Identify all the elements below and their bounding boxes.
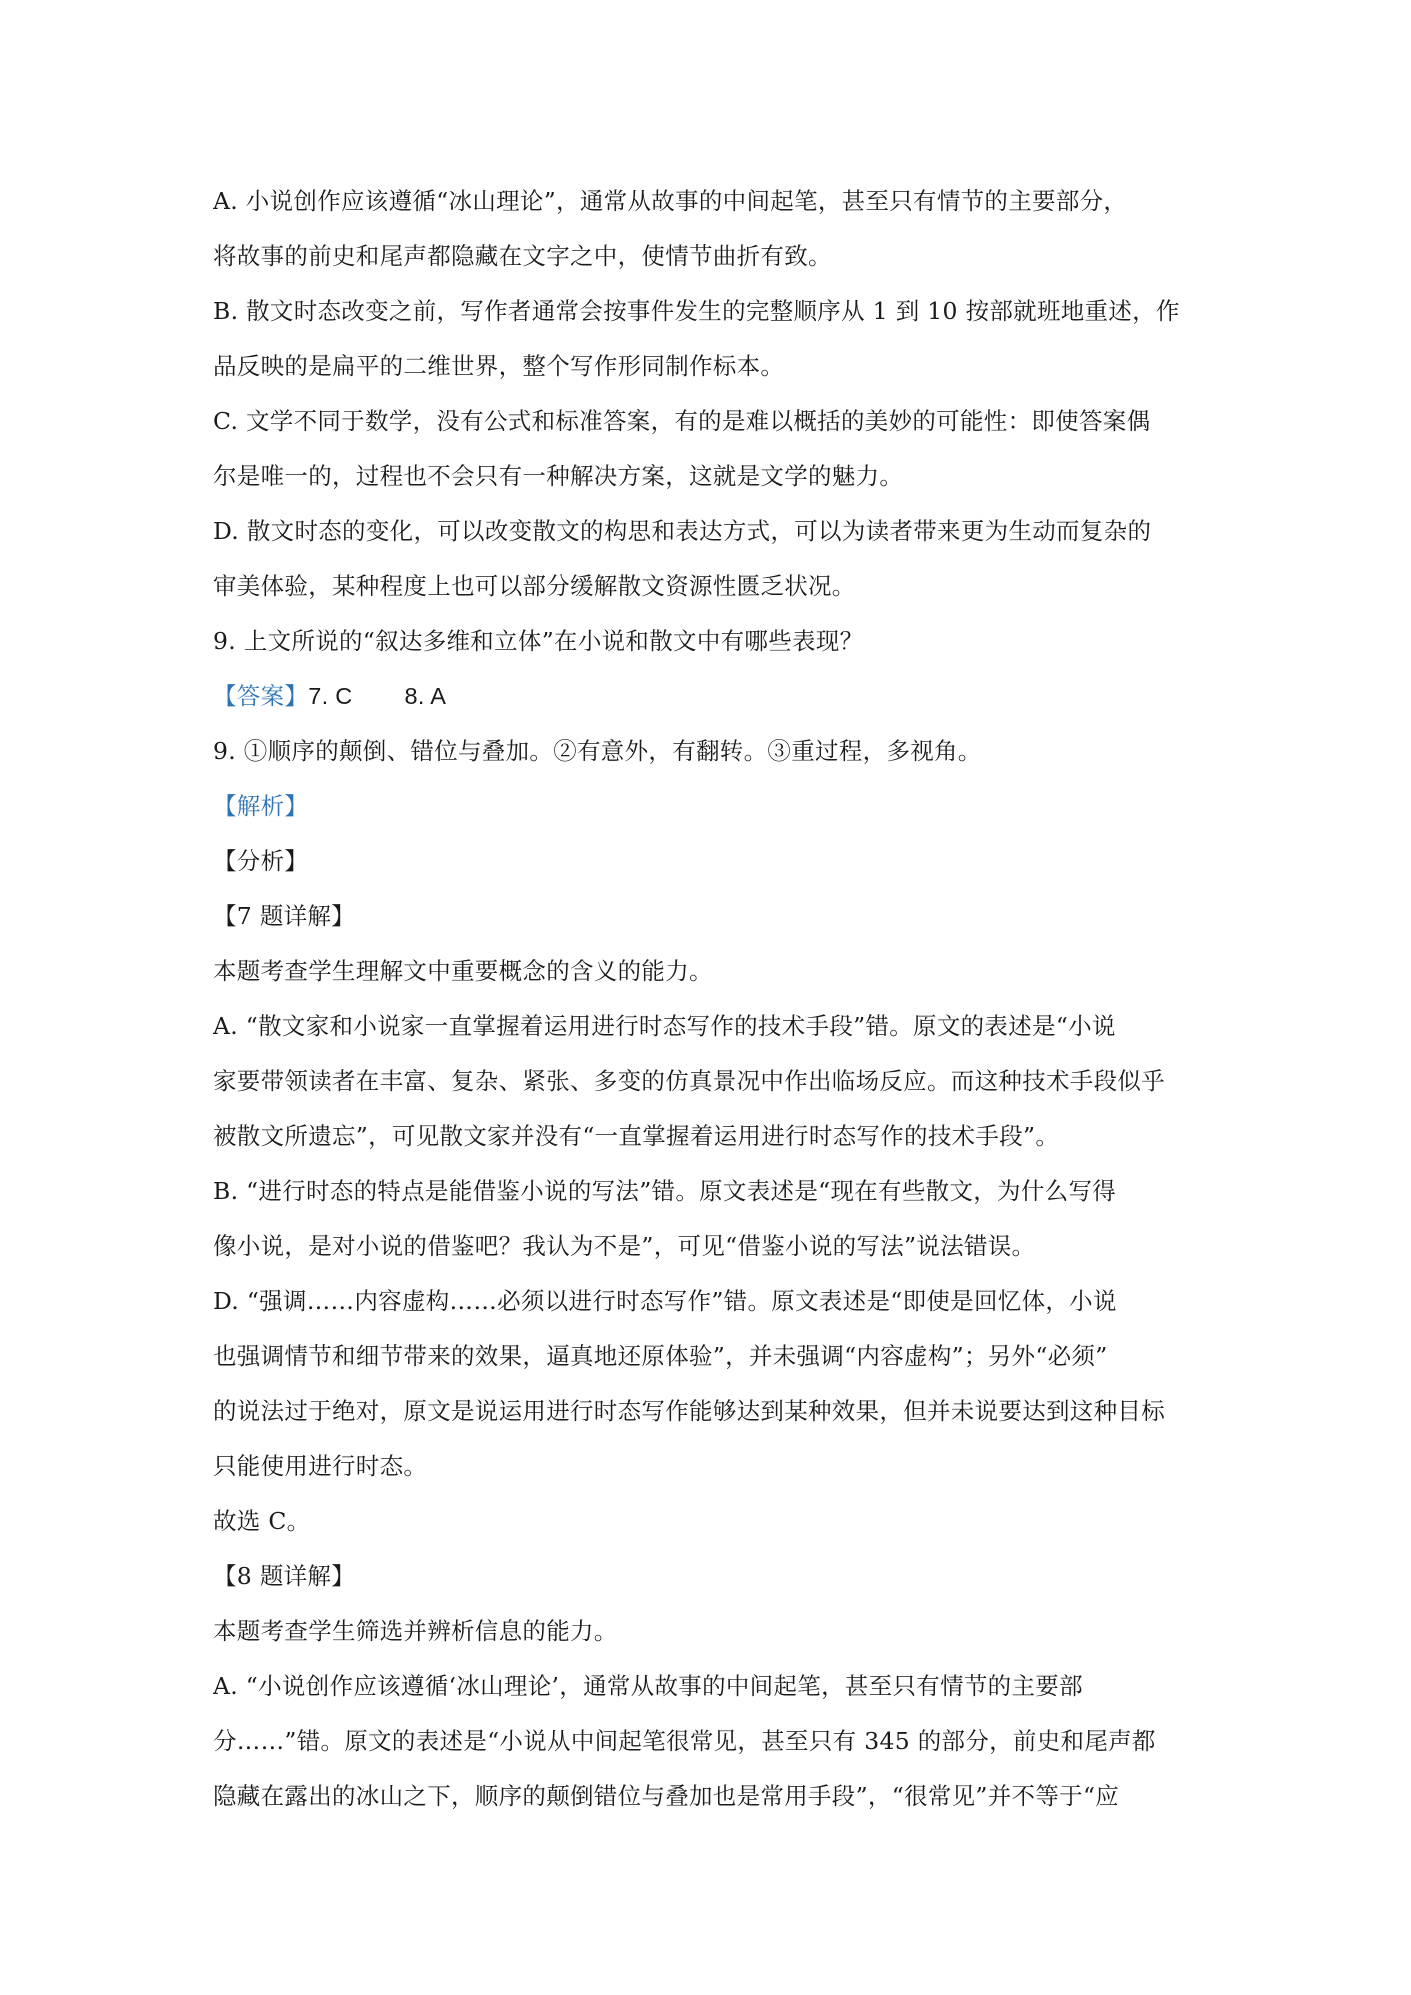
document-page xyxy=(213,178,1203,1828)
option-b-line-2: 品反映的是扁平的二维世界，整个写作形同制作标本。 xyxy=(213,352,785,380)
question-9: 9. 上文所说的“叙达多维和立体”在小说和散文中有哪些表现？ xyxy=(213,627,864,655)
option-a-line-1: A. 小说创作应该遵循“冰山理论”，通常从故事的中间起笔，甚至只有情节的主要部分， xyxy=(213,187,1128,215)
q7-a-line-3: 被散文所遗忘”，可见散文家并没有“一直掌握着运用进行时态写作的技术手段”。 xyxy=(213,1122,1060,1150)
q7-d-line-3: 的说法过于绝对，原文是说运用进行时态写作能够达到某种效果，但并未说要达到这种目标 xyxy=(213,1397,1165,1425)
option-b-line-1: B. 散文时态改变之前，写作者通常会按事件发生的完整顺序从 1 到 10 按部就班地重述，作 xyxy=(213,297,1180,325)
option-c-line-1: C. 文学不同于数学，没有公式和标准答案，有的是难以概括的美妙的可能性：即使答案偶 xyxy=(213,407,1151,435)
analysis-tag: 【解析】 xyxy=(213,792,309,820)
answer-9-line: 9. ①顺序的颠倒、错位与叠加。②有意外，有翻转。③重过程，多视角。 xyxy=(213,737,982,765)
answer-7: 7. C xyxy=(308,683,353,709)
answer-tag: 【答案】 xyxy=(213,682,309,710)
q8-intro: 本题考查学生筛选并辨析信息的能力。 xyxy=(213,1617,618,1645)
q7-detail-heading: 【7 题详解】 xyxy=(213,902,356,930)
answer-8: 8. A xyxy=(404,683,447,709)
q8-detail-heading: 【8 题详解】 xyxy=(213,1562,356,1590)
q7-intro: 本题考查学生理解文中重要概念的含义的能力。 xyxy=(213,957,713,985)
q8-a-line-1: A. “小说创作应该遵循‘冰山理论’，通常从故事的中间起笔，甚至只有情节的主要部 xyxy=(213,1672,1083,1700)
option-d-line-1: D. 散文时态的变化，可以改变散文的构思和表达方式，可以为读者带来更为生动而复杂的 xyxy=(213,517,1152,545)
option-d-line-2: 审美体验，某种程度上也可以部分缓解散文资源性匮乏状况。 xyxy=(213,572,856,600)
q7-b-line-2: 像小说，是对小说的借鉴吧？我认为不是”，可见“借鉴小说的写法”说法错误。 xyxy=(213,1232,1036,1260)
q7-b-line-1: B. “进行时态的特点是能借鉴小说的写法”错。原文表述是“现在有些散文，为什么写得 xyxy=(213,1177,1117,1205)
q7-a-line-2: 家要带领读者在丰富、复杂、紧张、多变的仿真景况中作出临场反应。而这种技术手段似乎 xyxy=(213,1067,1165,1095)
q8-a-line-3: 隐藏在露出的冰山之下，顺序的颠倒错位与叠加也是常用手段”，“很常见”并不等于“应 xyxy=(213,1782,1120,1810)
q7-d-line-1: D. “强调……内容虚构……必须以进行时态写作”错。原文表述是“即使是回忆体，小说 xyxy=(213,1287,1117,1315)
answer-line xyxy=(213,673,1203,728)
option-a-line-2: 将故事的前史和尾声都隐藏在文字之中，使情节曲折有致。 xyxy=(213,242,832,270)
q7-d-line-4: 只能使用进行时态。 xyxy=(213,1452,428,1480)
q8-a-line-2: 分……”错。原文的表述是“小说从中间起笔很常见，甚至只有 345 的部分，前史和尾声都 xyxy=(213,1727,1156,1755)
q7-d-line-2: 也强调情节和细节带来的效果，逼真地还原体验”，并未强调“内容虚构”；另外“必须” xyxy=(213,1342,1108,1370)
q7-conclusion: 故选 C。 xyxy=(213,1507,311,1535)
option-c-line-2: 尔是唯一的，过程也不会只有一种解决方案，这就是文学的魅力。 xyxy=(213,462,904,490)
analysis-heading: 【分析】 xyxy=(213,847,309,875)
q7-a-line-1: A. “散文家和小说家一直掌握着运用进行时态写作的技术手段”错。原文的表述是“小说 xyxy=(213,1012,1116,1040)
